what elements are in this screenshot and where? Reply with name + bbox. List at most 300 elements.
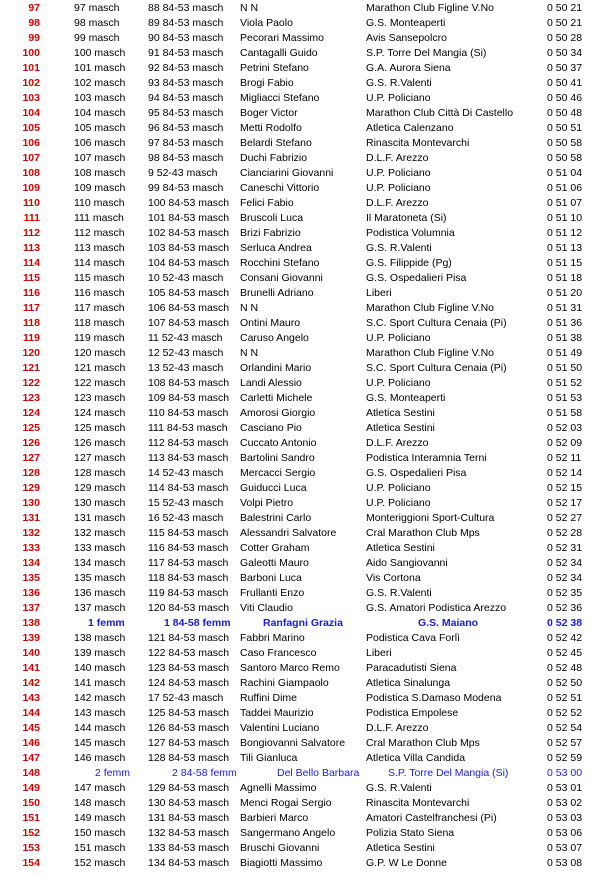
category-rank: 122 84-53 masch xyxy=(148,647,230,659)
athlete-name: Fabbri Marino xyxy=(240,632,305,644)
gender-rank: 140 masch xyxy=(74,662,126,674)
overall-position: 102 xyxy=(22,77,40,89)
overall-position: 105 xyxy=(22,122,40,134)
club-name: G.S. Monteaperti xyxy=(366,392,446,404)
category-rank: 132 84-53 masch xyxy=(148,827,230,839)
club-name: G.S. Monteaperti xyxy=(366,17,446,29)
club-name: U.P. Policiano xyxy=(366,92,431,104)
club-name: Liberi xyxy=(366,287,392,299)
overall-position: 133 xyxy=(22,542,40,554)
table-row xyxy=(0,676,592,691)
gender-rank: 131 masch xyxy=(74,512,126,524)
table-row xyxy=(0,106,592,121)
table-row xyxy=(0,181,592,196)
finish-time: 0 51 18 xyxy=(547,272,583,284)
category-rank: 2 84-58 femm xyxy=(172,767,237,779)
overall-position: 131 xyxy=(22,512,40,524)
finish-time: 0 50 21 xyxy=(547,2,583,14)
gender-rank: 125 masch xyxy=(74,422,126,434)
athlete-name: Casciano Pio xyxy=(240,422,302,434)
club-name: Atletica Villa Candida xyxy=(366,752,466,764)
table-row xyxy=(0,346,592,361)
finish-time: 0 50 48 xyxy=(547,107,583,119)
table-row xyxy=(0,226,592,241)
category-rank: 101 84-53 masch xyxy=(148,212,230,224)
athlete-name: Cantagalli Guido xyxy=(240,47,318,59)
finish-time: 0 52 57 xyxy=(547,737,583,749)
table-row xyxy=(0,361,592,376)
category-rank: 133 84-53 masch xyxy=(148,842,230,854)
club-name: D.L.F. Arezzo xyxy=(366,152,429,164)
finish-time: 0 52 34 xyxy=(547,572,583,584)
overall-position: 142 xyxy=(22,677,40,689)
overall-position: 118 xyxy=(23,317,40,329)
table-row xyxy=(0,271,592,286)
category-rank: 130 84-53 masch xyxy=(148,797,230,809)
gender-rank: 114 masch xyxy=(74,257,125,269)
category-rank: 121 84-53 masch xyxy=(148,632,230,644)
category-rank: 14 52-43 masch xyxy=(148,467,224,479)
overall-position: 101 xyxy=(22,62,40,74)
table-row xyxy=(0,61,592,76)
table-row xyxy=(0,841,592,856)
club-name: D.L.F. Arezzo xyxy=(366,197,429,209)
finish-time: 0 52 36 xyxy=(547,602,583,614)
athlete-name: Ranfagni Grazia xyxy=(263,617,343,629)
athlete-name: Brunelli Adriano xyxy=(240,287,314,299)
club-name: Atletica Sestini xyxy=(366,422,435,434)
athlete-name: Tili Gianluca xyxy=(240,752,298,764)
athlete-name: Menci Rogai Sergio xyxy=(240,797,332,809)
finish-time: 0 51 13 xyxy=(547,242,583,254)
category-rank: 124 84-53 masch xyxy=(148,677,230,689)
category-rank: 108 84-53 masch xyxy=(148,377,230,389)
gender-rank: 118 masch xyxy=(74,317,125,329)
overall-position: 153 xyxy=(22,842,40,854)
overall-position: 109 xyxy=(22,182,40,194)
category-rank: 17 52-43 masch xyxy=(148,692,224,704)
table-row xyxy=(0,166,592,181)
athlete-name: Pecorari Massimo xyxy=(240,32,325,44)
athlete-name: Amorosi Giorgio xyxy=(240,407,316,419)
gender-rank: 121 masch xyxy=(74,362,126,374)
finish-time: 0 50 51 xyxy=(547,122,583,134)
athlete-name: Taddei Maurizio xyxy=(240,707,314,719)
athlete-name: Cotter Graham xyxy=(240,542,310,554)
overall-position: 146 xyxy=(22,737,40,749)
overall-position: 135 xyxy=(22,572,40,584)
club-name: G.S. Amatori Podistica Arezzo xyxy=(366,602,507,614)
gender-rank: 132 masch xyxy=(74,527,126,539)
finish-time: 0 52 38 xyxy=(547,617,583,629)
category-rank: 131 84-53 masch xyxy=(148,812,230,824)
finish-time: 0 52 54 xyxy=(547,722,583,734)
category-rank: 100 84-53 masch xyxy=(148,197,230,209)
club-name: D.L.F. Arezzo xyxy=(366,722,429,734)
overall-position: 136 xyxy=(22,587,40,599)
overall-position: 130 xyxy=(22,497,40,509)
finish-time: 0 53 08 xyxy=(547,857,583,869)
overall-position: 121 xyxy=(22,362,40,374)
gender-rank: 109 masch xyxy=(74,182,126,194)
overall-position: 148 xyxy=(22,767,40,779)
athlete-name: Metti Rodolfo xyxy=(240,122,302,134)
athlete-name: Barbieri Marco xyxy=(240,812,309,824)
finish-time: 0 53 01 xyxy=(547,782,583,794)
category-rank: 94 84-53 masch xyxy=(148,92,224,104)
club-name: Marathon Club Figline V.No xyxy=(366,2,495,14)
club-name: G.S. Ospedalieri Pisa xyxy=(366,467,467,479)
club-name: Atletica Calenzano xyxy=(366,122,454,134)
overall-position: 126 xyxy=(22,437,40,449)
gender-rank: 102 masch xyxy=(74,77,126,89)
gender-rank: 117 masch xyxy=(74,302,125,314)
overall-position: 152 xyxy=(22,827,40,839)
category-rank: 9 52-43 masch xyxy=(148,167,218,179)
gender-rank: 99 masch xyxy=(74,32,120,44)
athlete-name: N N xyxy=(240,2,259,14)
athlete-name: Caneschi Vittorio xyxy=(240,182,320,194)
category-rank: 111 84-53 masch xyxy=(148,422,228,434)
overall-position: 149 xyxy=(22,782,40,794)
overall-position: 111 xyxy=(23,212,40,224)
finish-time: 0 52 34 xyxy=(547,557,583,569)
category-rank: 105 84-53 masch xyxy=(148,287,230,299)
overall-position: 110 xyxy=(23,197,40,209)
overall-position: 108 xyxy=(22,167,40,179)
athlete-name: N N xyxy=(240,302,259,314)
finish-time: 0 53 06 xyxy=(547,827,583,839)
gender-rank: 122 masch xyxy=(74,377,126,389)
category-rank: 13 52-43 masch xyxy=(148,362,224,374)
finish-time: 0 51 07 xyxy=(547,197,583,209)
finish-time: 0 50 58 xyxy=(547,152,583,164)
overall-position: 145 xyxy=(22,722,40,734)
gender-rank: 104 masch xyxy=(74,107,126,119)
category-rank: 110 84-53 masch xyxy=(148,407,229,419)
table-row xyxy=(0,241,592,256)
table-row xyxy=(0,736,592,751)
club-name: Vis Cortona xyxy=(366,572,421,584)
table-row xyxy=(0,721,592,736)
table-row xyxy=(0,826,592,841)
finish-time: 0 50 46 xyxy=(547,92,583,104)
athlete-name: Serluca Andrea xyxy=(240,242,312,254)
category-rank: 15 52-43 masch xyxy=(148,497,224,509)
athlete-name: Bongiovanni Salvatore xyxy=(240,737,346,749)
athlete-name: Viti Claudio xyxy=(240,602,293,614)
overall-position: 137 xyxy=(22,602,40,614)
overall-position: 139 xyxy=(22,632,40,644)
club-name: Avis Sansepolcro xyxy=(366,32,447,44)
table-row xyxy=(0,691,592,706)
gender-rank: 136 masch xyxy=(74,587,126,599)
club-name: Liberi xyxy=(366,647,392,659)
gender-rank: 108 masch xyxy=(74,167,126,179)
athlete-name: Agnelli Massimo xyxy=(240,782,317,794)
club-name: G.A. Aurora Siena xyxy=(366,62,451,74)
gender-rank: 135 masch xyxy=(74,572,126,584)
table-row xyxy=(0,421,592,436)
overall-position: 143 xyxy=(22,692,40,704)
category-rank: 91 84-53 masch xyxy=(148,47,224,59)
category-rank: 95 84-53 masch xyxy=(148,107,224,119)
finish-time: 0 50 41 xyxy=(547,77,583,89)
overall-position: 103 xyxy=(22,92,40,104)
athlete-name: Caruso Angelo xyxy=(240,332,309,344)
club-name: D.L.F. Arezzo xyxy=(366,437,429,449)
club-name: Paracadutisti Siena xyxy=(366,662,457,674)
club-name: S.C. Sport Cultura Cenaia (Pi) xyxy=(366,362,507,374)
results-table xyxy=(0,1,592,871)
athlete-name: Valentini Luciano xyxy=(240,722,320,734)
table-row xyxy=(0,286,592,301)
table-row xyxy=(0,151,592,166)
gender-rank: 142 masch xyxy=(74,692,126,704)
overall-position: 128 xyxy=(22,467,40,479)
table-row xyxy=(0,46,592,61)
gender-rank: 115 masch xyxy=(74,272,125,284)
club-name: Atletica Sinalunga xyxy=(366,677,451,689)
table-row xyxy=(0,196,592,211)
athlete-name: Biagiotti Massimo xyxy=(240,857,323,869)
club-name: Atletica Sestini xyxy=(366,542,435,554)
finish-time: 0 51 20 xyxy=(547,287,583,299)
finish-time: 0 51 31 xyxy=(547,302,583,314)
category-rank: 120 84-53 masch xyxy=(148,602,230,614)
gender-rank: 126 masch xyxy=(74,437,126,449)
overall-position: 132 xyxy=(22,527,40,539)
finish-time: 0 52 28 xyxy=(547,527,583,539)
club-name: G.S. R.Valenti xyxy=(366,782,432,794)
club-name: Rinascita Montevarchi xyxy=(366,137,470,149)
gender-rank: 107 masch xyxy=(74,152,126,164)
overall-position: 107 xyxy=(22,152,40,164)
category-rank: 127 84-53 masch xyxy=(148,737,230,749)
finish-time: 0 52 14 xyxy=(547,467,583,479)
athlete-name: Boger Victor xyxy=(240,107,298,119)
athlete-name: Caso Francesco xyxy=(240,647,317,659)
category-rank: 96 84-53 masch xyxy=(148,122,224,134)
category-rank: 113 84-53 masch xyxy=(148,452,229,464)
club-name: Podistica Interamnia Terni xyxy=(366,452,487,464)
table-row xyxy=(0,586,592,601)
overall-position: 147 xyxy=(22,752,40,764)
athlete-name: Duchi Fabrizio xyxy=(240,152,308,164)
table-row xyxy=(0,31,592,46)
table-row xyxy=(0,811,592,826)
finish-time: 0 52 50 xyxy=(547,677,583,689)
table-row xyxy=(0,406,592,421)
finish-time: 0 50 58 xyxy=(547,137,583,149)
table-row xyxy=(0,706,592,721)
gender-rank: 127 masch xyxy=(74,452,126,464)
athlete-name: Rachini Giampaolo xyxy=(240,677,329,689)
overall-position: 100 xyxy=(22,47,40,59)
category-rank: 92 84-53 masch xyxy=(148,62,224,74)
club-name: S.C. Sport Cultura Cenaia (Pi) xyxy=(366,317,507,329)
table-row xyxy=(0,796,592,811)
category-rank: 104 84-53 masch xyxy=(148,257,230,269)
overall-position: 140 xyxy=(22,647,40,659)
athlete-name: Alessandri Salvatore xyxy=(240,527,337,539)
category-rank: 112 84-53 masch xyxy=(148,437,229,449)
gender-rank: 129 masch xyxy=(74,482,126,494)
overall-position: 117 xyxy=(23,302,40,314)
table-row xyxy=(0,616,592,631)
overall-position: 129 xyxy=(22,482,40,494)
gender-rank: 105 masch xyxy=(74,122,126,134)
category-rank: 102 84-53 masch xyxy=(148,227,230,239)
athlete-name: Bruschi Giovanni xyxy=(240,842,320,854)
table-row xyxy=(0,256,592,271)
table-row xyxy=(0,466,592,481)
club-name: G.S. R.Valenti xyxy=(366,587,432,599)
club-name: G.S. Ospedalieri Pisa xyxy=(366,272,467,284)
category-rank: 16 52-43 masch xyxy=(148,512,224,524)
finish-time: 0 52 35 xyxy=(547,587,583,599)
overall-position: 151 xyxy=(22,812,40,824)
gender-rank: 98 masch xyxy=(74,17,120,29)
finish-time: 0 53 02 xyxy=(547,797,583,809)
club-name: Il Maratoneta (Si) xyxy=(366,212,447,224)
overall-position: 97 xyxy=(28,2,40,14)
gender-rank: 111 masch xyxy=(74,212,124,224)
athlete-name: Balestrini Carlo xyxy=(240,512,312,524)
category-rank: 10 52-43 masch xyxy=(148,272,224,284)
overall-position: 141 xyxy=(22,662,40,674)
athlete-name: Viola Paolo xyxy=(240,17,293,29)
club-name: Polizia Stato Siena xyxy=(366,827,455,839)
table-row xyxy=(0,451,592,466)
category-rank: 106 84-53 masch xyxy=(148,302,230,314)
overall-position: 124 xyxy=(22,407,40,419)
table-row xyxy=(0,301,592,316)
category-rank: 119 84-53 masch xyxy=(148,587,229,599)
gender-rank: 119 masch xyxy=(74,332,125,344)
table-row xyxy=(0,571,592,586)
club-name: Aido Sangiovanni xyxy=(366,557,448,569)
finish-time: 0 51 10 xyxy=(547,212,583,224)
category-rank: 11 52-43 masch xyxy=(148,332,223,344)
club-name: S.P. Torre Del Mangia (Si) xyxy=(388,767,509,779)
table-row xyxy=(0,766,592,781)
athlete-name: Rocchini Stefano xyxy=(240,257,320,269)
gender-rank: 145 masch xyxy=(74,737,126,749)
club-name: Podistica Cava Forlì xyxy=(366,632,460,644)
gender-rank: 139 masch xyxy=(74,647,126,659)
overall-position: 138 xyxy=(22,617,40,629)
overall-position: 150 xyxy=(22,797,40,809)
athlete-name: Sangermano Angelo xyxy=(240,827,336,839)
club-name: G.S. R.Valenti xyxy=(366,77,432,89)
finish-time: 0 51 58 xyxy=(547,407,583,419)
athlete-name: Cuccato Antonio xyxy=(240,437,317,449)
category-rank: 114 84-53 masch xyxy=(148,482,229,494)
overall-position: 116 xyxy=(23,287,40,299)
table-row xyxy=(0,541,592,556)
table-row xyxy=(0,481,592,496)
gender-rank: 134 masch xyxy=(74,557,126,569)
table-row xyxy=(0,76,592,91)
finish-time: 0 51 38 xyxy=(547,332,583,344)
finish-time: 0 51 50 xyxy=(547,362,583,374)
category-rank: 123 84-53 masch xyxy=(148,662,230,674)
club-name: Rinascita Montevarchi xyxy=(366,797,470,809)
club-name: Monteriggioni Sport-Cultura xyxy=(366,512,495,524)
athlete-name: Bruscoli Luca xyxy=(240,212,304,224)
overall-position: 120 xyxy=(22,347,40,359)
overall-position: 104 xyxy=(22,107,40,119)
club-name: Cral Marathon Club Mps xyxy=(366,737,480,749)
club-name: Podistica Empolese xyxy=(366,707,459,719)
overall-position: 114 xyxy=(23,257,40,269)
category-rank: 125 84-53 masch xyxy=(148,707,230,719)
table-row xyxy=(0,631,592,646)
club-name: U.P. Policiano xyxy=(366,497,431,509)
gender-rank: 103 masch xyxy=(74,92,126,104)
finish-time: 0 53 03 xyxy=(547,812,583,824)
athlete-name: Del Bello Barbara xyxy=(277,767,360,779)
athlete-name: Brogi Fabio xyxy=(240,77,294,89)
club-name: U.P. Policiano xyxy=(366,182,431,194)
gender-rank: 130 masch xyxy=(74,497,126,509)
category-rank: 115 84-53 masch xyxy=(148,527,229,539)
finish-time: 0 53 00 xyxy=(547,767,583,779)
athlete-name: Barboni Luca xyxy=(240,572,302,584)
athlete-name: Guiducci Luca xyxy=(240,482,307,494)
table-row xyxy=(0,646,592,661)
athlete-name: Petrini Stefano xyxy=(240,62,309,74)
table-row xyxy=(0,496,592,511)
gender-rank: 100 masch xyxy=(74,47,126,59)
overall-position: 106 xyxy=(22,137,40,149)
club-name: G.S. Filippide (Pg) xyxy=(366,257,452,269)
gender-rank: 150 masch xyxy=(74,827,126,839)
gender-rank: 101 masch xyxy=(74,62,126,74)
finish-time: 0 51 15 xyxy=(547,257,583,269)
finish-time: 0 50 37 xyxy=(547,62,583,74)
club-name: Podistica S.Damaso Modena xyxy=(366,692,502,704)
finish-time: 0 52 17 xyxy=(547,497,583,509)
athlete-name: Galeotti Mauro xyxy=(240,557,309,569)
gender-rank: 120 masch xyxy=(74,347,126,359)
overall-position: 134 xyxy=(22,557,40,569)
athlete-name: Felici Fabio xyxy=(240,197,294,209)
category-rank: 99 84-53 masch xyxy=(148,182,224,194)
gender-rank: 112 masch xyxy=(74,227,125,239)
finish-time: 0 52 09 xyxy=(547,437,583,449)
category-rank: 116 84-53 masch xyxy=(148,542,229,554)
athlete-name: Ruffini Dime xyxy=(240,692,297,704)
athlete-name: Carletti Michele xyxy=(240,392,313,404)
table-row xyxy=(0,856,592,871)
gender-rank: 152 masch xyxy=(74,857,126,869)
club-name: Atletica Sestini xyxy=(366,842,435,854)
overall-position: 122 xyxy=(22,377,40,389)
table-row xyxy=(0,121,592,136)
gender-rank: 124 masch xyxy=(74,407,126,419)
overall-position: 119 xyxy=(23,332,40,344)
gender-rank: 143 masch xyxy=(74,707,126,719)
club-name: U.P. Policiano xyxy=(366,482,431,494)
gender-rank: 146 masch xyxy=(74,752,126,764)
category-rank: 109 84-53 masch xyxy=(148,392,230,404)
table-row xyxy=(0,91,592,106)
finish-time: 0 52 31 xyxy=(547,542,583,554)
category-rank: 129 84-53 masch xyxy=(148,782,230,794)
gender-rank: 110 masch xyxy=(74,197,125,209)
